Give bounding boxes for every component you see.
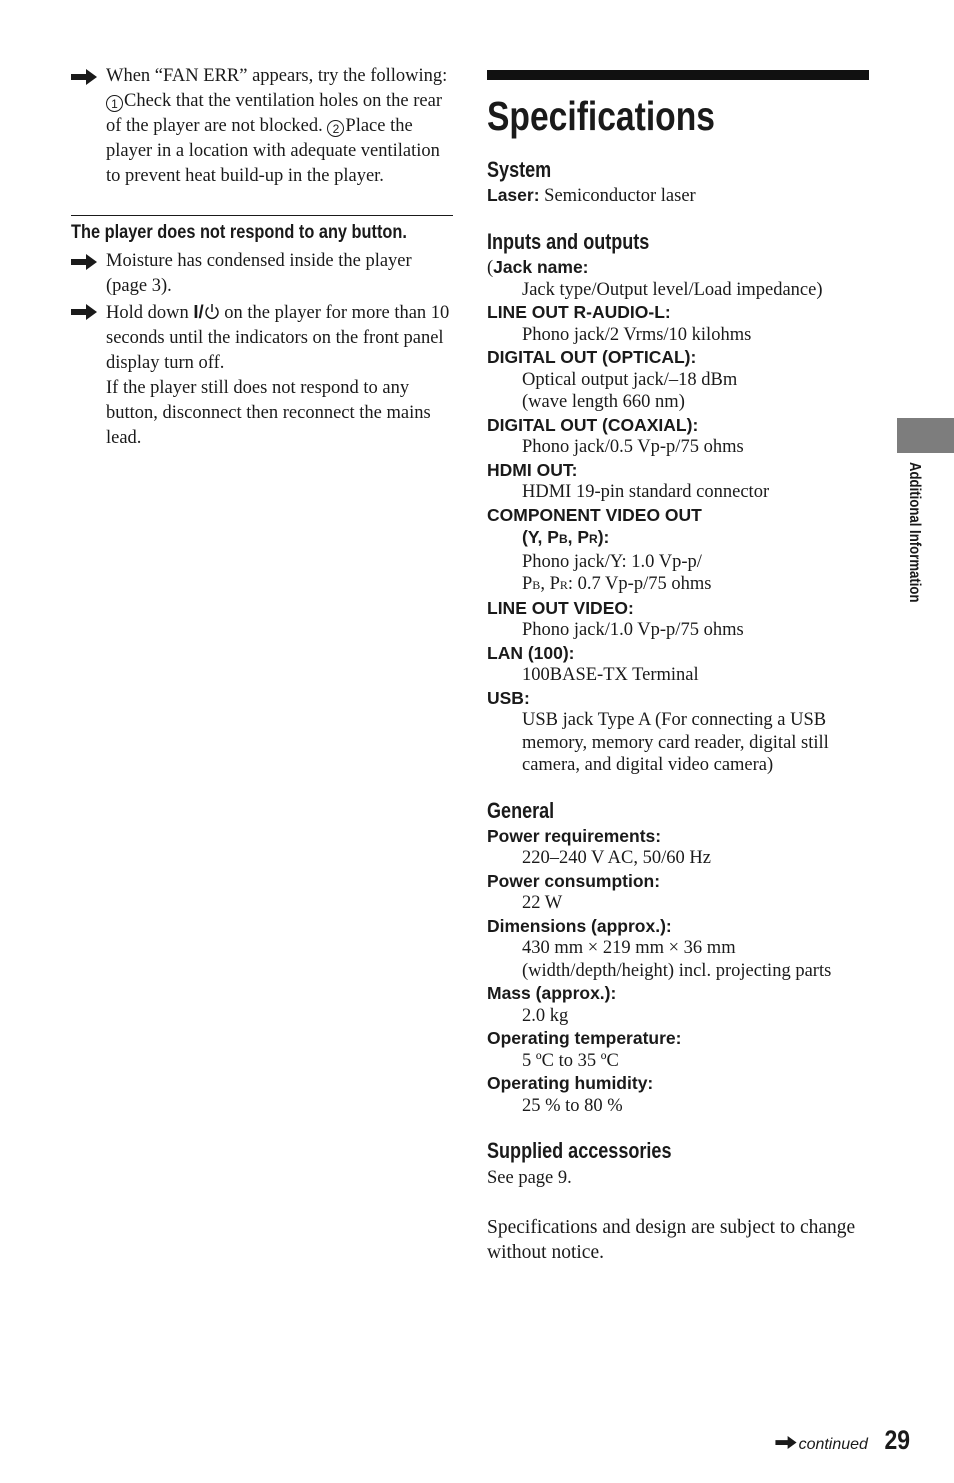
arrow-right-icon <box>71 254 97 270</box>
page-footer <box>775 1425 910 1456</box>
bullet-hold-power: Hold down I/ on the player for more than 10 seconds until the indicators on the front panel display turn off. If the player still does not respond to any button, disconnect then reconnect the mains lead. <box>71 299 453 451</box>
spec-line-out-label: LINE OUT R-AUDIO-L: <box>487 302 671 322</box>
spec-usb-label: USB: <box>487 687 530 708</box>
power-button-label: I/ <box>193 301 204 322</box>
spec-humidity-label: Operating humidity: <box>487 1073 654 1093</box>
spec-component-label: COMPONENT VIDEO OUT <box>487 504 702 525</box>
bullet-moisture: Moisture has condensed inside the player (page 3). <box>71 249 453 299</box>
power-standby-icon <box>204 303 220 321</box>
spec-coaxial-label: DIGITAL OUT (COAXIAL): <box>487 414 699 435</box>
heading-system: System <box>487 157 552 182</box>
troubleshooting-column <box>71 64 453 451</box>
heading-general: General <box>487 797 555 823</box>
notice-text: Specifications and design are subject to change without notice. <box>487 1216 856 1263</box>
arrow-right-icon <box>775 1436 797 1449</box>
section-side-label: Additional Information <box>906 462 923 603</box>
title-bar-rule <box>487 70 869 80</box>
continued-label: continued <box>798 1436 868 1453</box>
page-title: Specifications <box>487 93 715 139</box>
spec-lan-label: LAN (100): <box>487 642 575 663</box>
spec-laser: Laser: Semiconductor laser <box>487 185 696 206</box>
fan-err-text: When “FAN ERR” appears, try the following: 1 Check that the ventilation holes on the rear of the player are not blocked. 2 Place the player in a location with adequate ventilation to prevent heat build-up in the player. <box>106 66 448 186</box>
section-divider <box>71 215 453 216</box>
spec-dimensions-label: Dimensions (approx.): <box>487 915 672 936</box>
spec-power-req-label: Power requirements: <box>487 825 662 846</box>
page-number: 29 <box>884 1425 910 1455</box>
spec-temperature-label: Operating temperature: <box>487 1028 682 1048</box>
spec-optical-label: DIGITAL OUT (OPTICAL): <box>487 347 697 367</box>
spec-hdmi-label: HDMI OUT: <box>487 459 578 480</box>
arrow-right-icon <box>71 69 97 85</box>
section-tab-marker <box>897 418 954 453</box>
spec-legend: (Jack name: <box>487 256 589 278</box>
spec-component-sublabel: (Y, PB, PR): <box>522 527 610 547</box>
step-two-icon: 2 <box>327 120 344 137</box>
arrow-right-icon <box>71 304 97 320</box>
accessories-text: See page 9. <box>487 1168 572 1188</box>
spec-video-label: LINE OUT VIDEO: <box>487 597 634 618</box>
heading-accessories: Supplied accessories <box>487 1138 672 1163</box>
heading-inputs-outputs: Inputs and outputs <box>487 228 650 254</box>
trouble-heading: The player does not respond to any button. <box>71 222 407 243</box>
spec-power-cons-label: Power consumption: <box>487 870 661 891</box>
step-one-icon: 1 <box>106 95 123 112</box>
specifications-column: Specifications System Laser: Semiconductor laser Inputs and outputs (Jack name: Jack type/Output level/Load impedance) LINE OUT R-AUDIO-L: Phono jack/2 Vrms/10 kilohms DIGITAL OUT (OPTICAL): Optical output jack/–18 dBm (wave length 660 nm) DIGITAL OUT (COAXIAL): Phono jack/0.5 Vp-p/75 ohms HDMI OUT: HDMI 19-pin standard connector COMPONENT VIDEO OUT (Y, PB, PR): Phono jack/Y: 1.0 Vp-p/ PB, PR: 0.7 Vp-p/75 ohms LINE OUT VIDEO: Phono jack/1.0 Vp-p/75 ohms LAN (100): 100BASE-TX Terminal USB: USB jack Type A (For connecting a USB memory, memory card reader, digital still camera, and digital video camera) General Power requirements: 220–240 V AC, 50/60 Hz Power consumption: 22 W Dimensions (approx.): 430 mm × 219 mm × 36 mm (width/depth/height) incl. projecting parts Mass (approx.): 2.0 kg Operating temperature: 5 ºC to 35 ºC Operating humidity: 25 % to 80 % Supplied accessories See page 9. Specifications and design are subject to change without notice. <box>487 70 869 1265</box>
bullet-fan-err <box>71 64 453 189</box>
spec-mass-label: Mass (approx.): <box>487 983 617 1003</box>
